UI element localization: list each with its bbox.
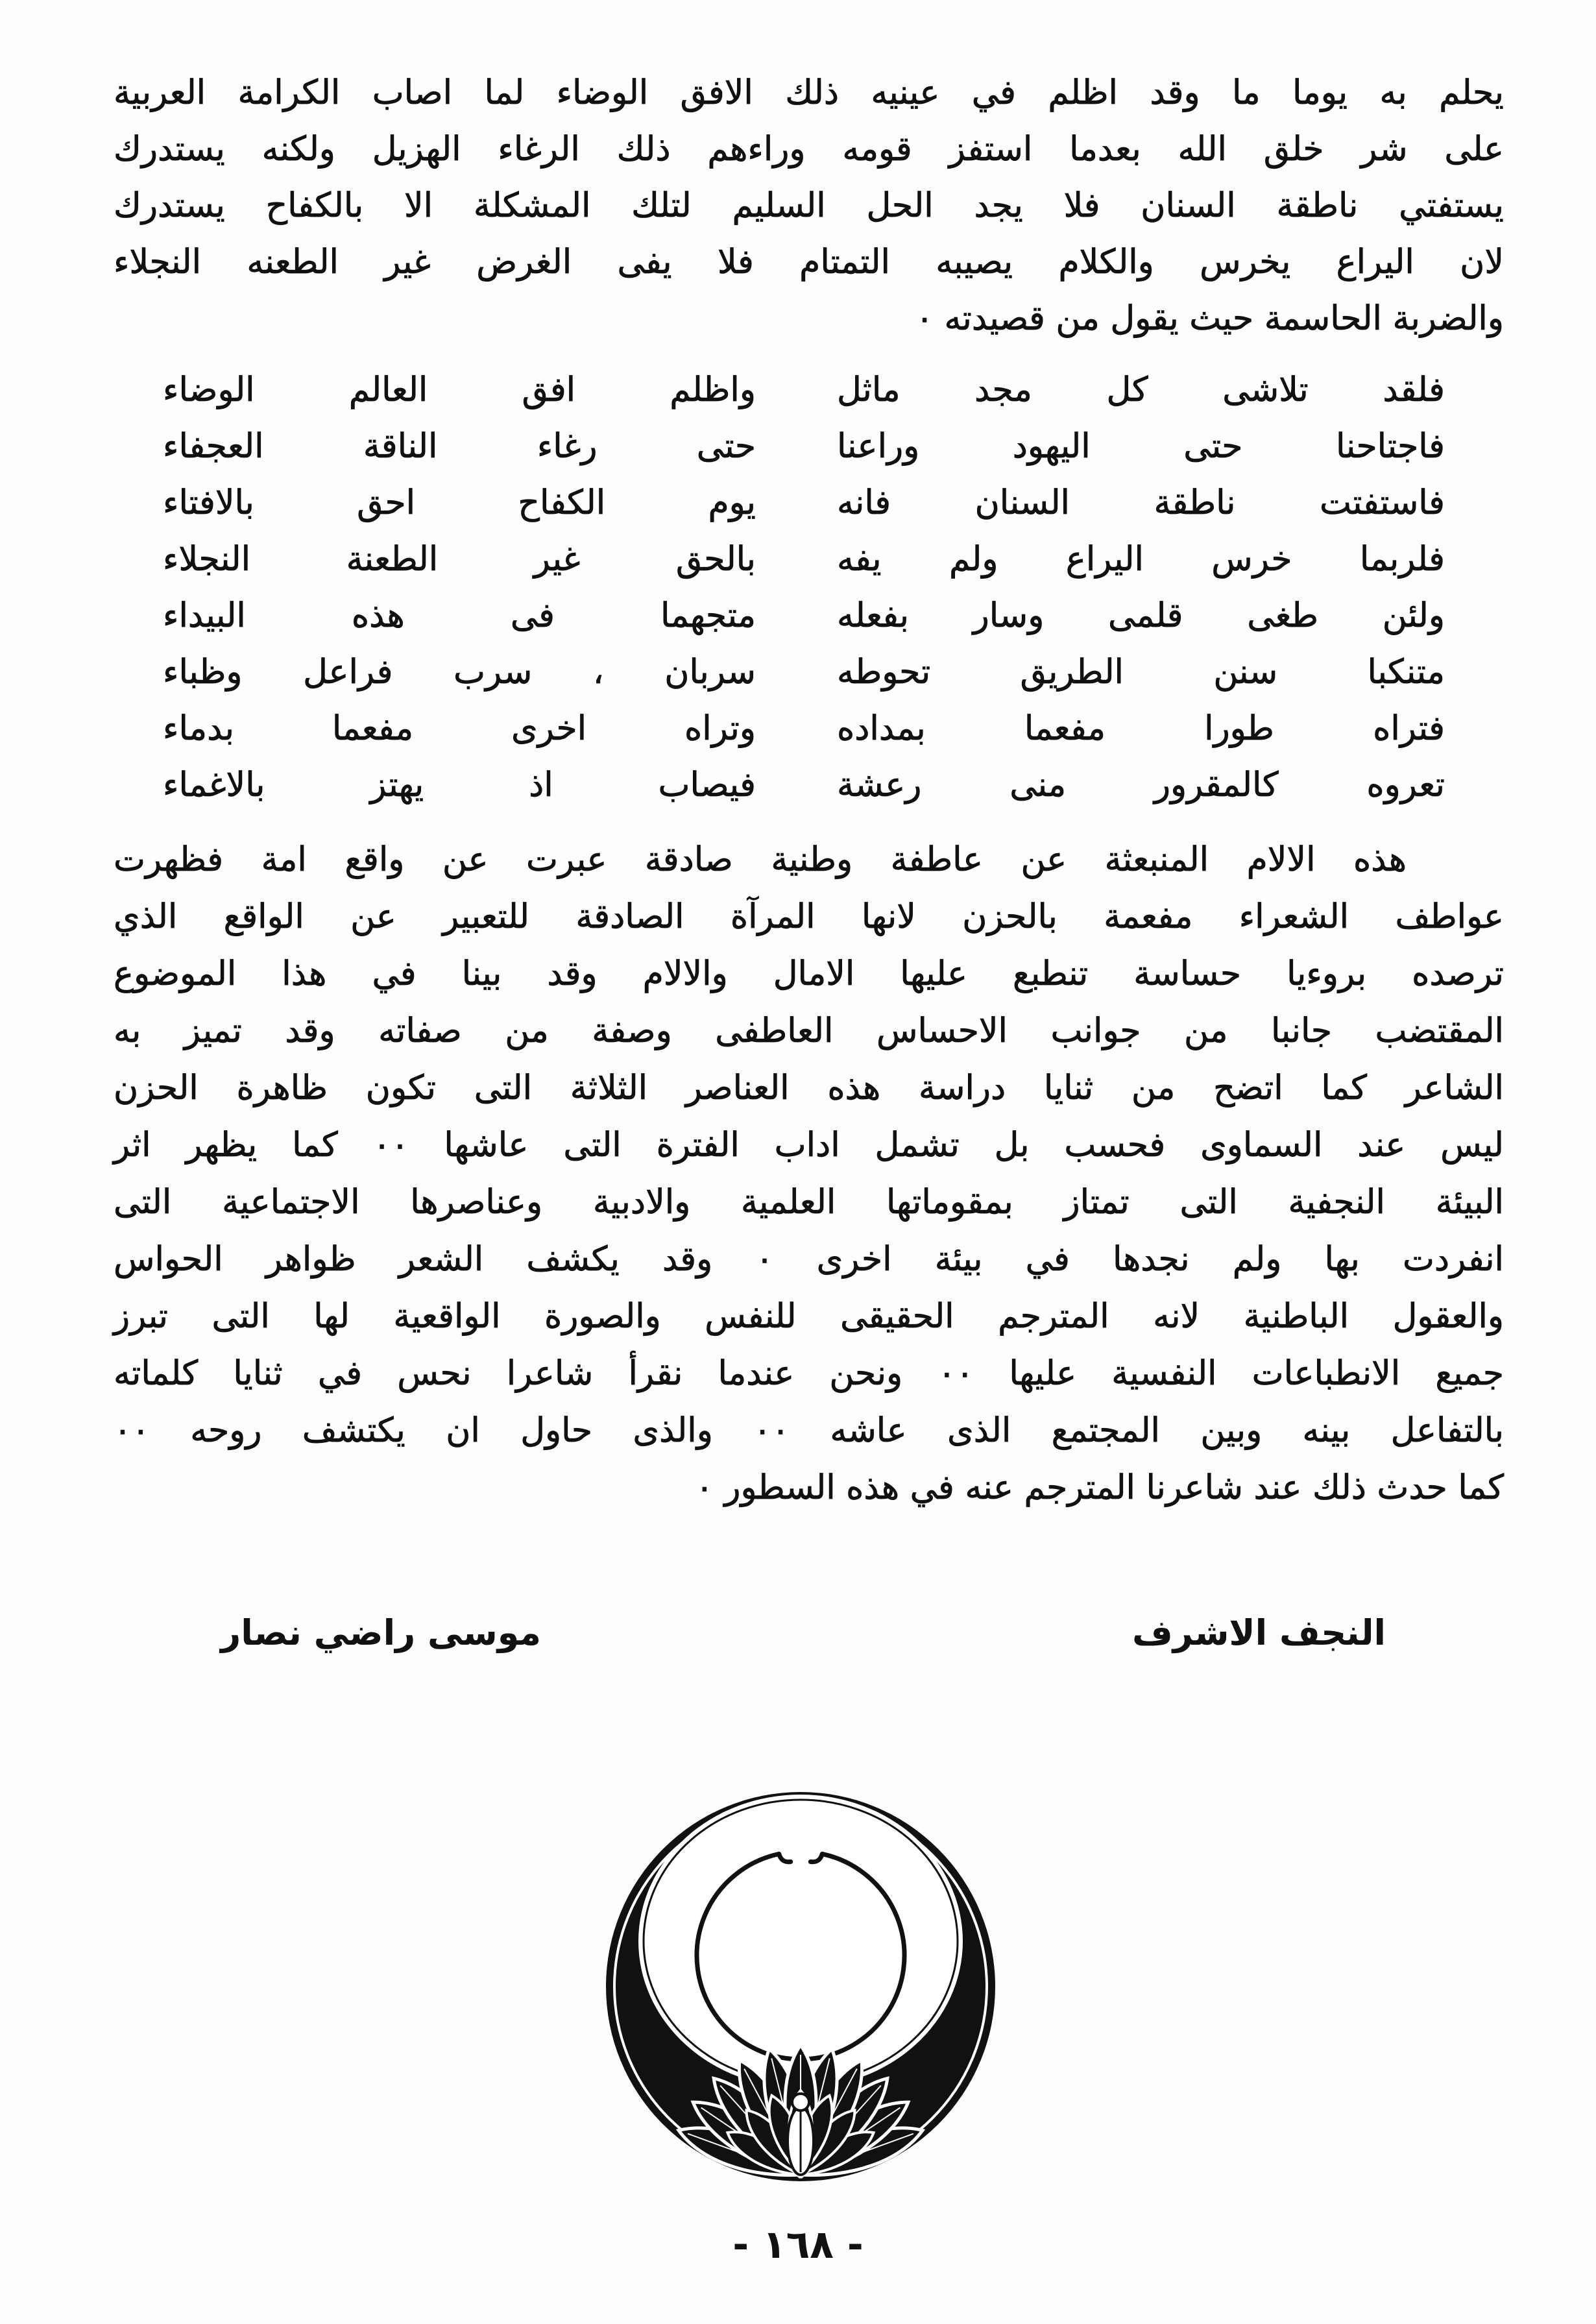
text-line: عواطف الشعراء مفعمة بالحزن لانها المرآة الصادقة للتعبير عن الواقع الذي: [114, 897, 1504, 936]
text-line: يحلم به يوما ما وقد اظلم في عينيه ذلك الافق الوضاء لما اصاب الكرامة العربية: [114, 73, 1504, 112]
verse-first-hemistich: فلربما خرس اليراع ولم يفه: [837, 540, 1445, 579]
text-line: كما حدث ذلك عند شاعرنا المترجم عنه في هذه السطور ٠: [695, 1468, 1504, 1507]
poem-verse: [0, 757, 1596, 814]
verse-first-hemistich: فتراه طورا مفعما بمداده: [837, 709, 1445, 748]
poem: [0, 362, 1596, 814]
text-line: انفردت بها ولم نجدها في بيئة اخرى ٠ وقد يكشف الشعر ظواهر الحواس: [114, 1240, 1504, 1279]
signature-author: موسى راضي نصار: [221, 1612, 541, 1653]
text-line: لان اليراع يخرس والكلام يصيبه التمتام فلا يفى الغرض غير الطعنه النجلاء: [114, 243, 1504, 282]
poem-verse: [0, 475, 1596, 531]
text-line: هذه الالام المنبعثة عن عاطفة وطنية صادقة عبرت عن واقع امة فظهرت: [114, 840, 1407, 879]
poem-verse: [0, 531, 1596, 588]
text-line: يستفتي ناطقة السنان فلا يجد الحل السليم لتلك المشكلة الا بالكفاح يستدرك: [114, 186, 1504, 225]
text-line: بالتفاعل بينه وبين المجتمع الذى عاشه ٠٠ والذى حاول ان يكتشف روحه ٠٠: [114, 1411, 1505, 1450]
verse-second-hemistich: سربان ، سرب فراعل وظباء: [163, 653, 756, 692]
verse-second-hemistich: واظلم افق العالم الوضاء: [163, 370, 756, 409]
poem-verse: [0, 418, 1596, 475]
verse-second-hemistich: بالحق غير الطعنة النجلاء: [163, 540, 756, 579]
paragraph-intro: [114, 65, 1504, 347]
poem-verse: [0, 701, 1596, 757]
paragraph-commentary: [114, 831, 1504, 1516]
verse-first-hemistich: متنكبا سنن الطريق تحوطه: [837, 653, 1445, 692]
text-line: والعقول الباطنية لانه المترجم الحقيقى للنفس والصورة الواقعية لها التى تبرز: [114, 1297, 1504, 1336]
verse-second-hemistich: متجهما فى هذه البيداء: [163, 596, 756, 635]
text-line: على شر خلق الله بعدما استفز قومه وراءهم ذلك الرغاء الهزيل ولكنه يستدرك: [114, 130, 1504, 169]
verse-first-hemistich: فاستفتت ناطقة السنان فانه: [837, 483, 1445, 522]
verse-first-hemistich: فاجتاحنا حتى اليهود وراعنا: [837, 427, 1445, 466]
verse-first-hemistich: تعروه كالمقرور منى رعشة: [837, 766, 1445, 805]
text-line: والضربة الحاسمة حيث يقول من قصيدته ٠: [915, 299, 1504, 338]
poem-verse: [0, 644, 1596, 701]
ornament-emblem: [593, 1785, 1008, 2188]
text-line: ترصده بروءيا حساسة تنطبع عليها الامال والالام وقد بينا في هذا الموضوع: [114, 954, 1504, 993]
text-line: البيئة النجفية التى تمتاز بمقوماتها العلمية والادبية وعناصرها الاجتماعية التى: [114, 1183, 1504, 1222]
verse-second-hemistich: وتراه اخرى مفعما بدماء: [163, 709, 756, 748]
text-line: المقتضب جانبا من جوانب الاحساس العاطفى وصفة من صفاته وقد تميز به: [114, 1011, 1504, 1050]
verse-first-hemistich: ولئن طغى قلمى وسار بفعله: [837, 596, 1445, 635]
signature-place: النجف الاشرف: [1132, 1612, 1386, 1653]
page-number: - ١٦٨ -: [732, 2222, 864, 2268]
poem-verse: [0, 362, 1596, 418]
verse-second-hemistich: يوم الكفاح احق بالافتاء: [163, 483, 756, 522]
text-line: ليس عند السماوى فحسب بل تشمل اداب الفترة التى عاشها ٠٠ كما يظهر اثر: [114, 1126, 1505, 1165]
verse-second-hemistich: فيصاب اذ يهتز بالاغماء: [163, 766, 756, 805]
verse-second-hemistich: حتى رغاء الناقة العجفاء: [163, 427, 756, 466]
poem-verse: [0, 588, 1596, 644]
text-line: الشاعر كما اتضح من ثنايا دراسة هذه العناصر الثلاثة التى تكون ظاهرة الحزن: [114, 1069, 1504, 1108]
text-line: جميع الانطباعات النفسية عليها ٠٠ ونحن عندما نقرأ شاعرا نحس في ثنايا كلماته: [114, 1354, 1504, 1393]
verse-first-hemistich: فلقد تلاشى كل مجد ماثل: [837, 370, 1445, 409]
